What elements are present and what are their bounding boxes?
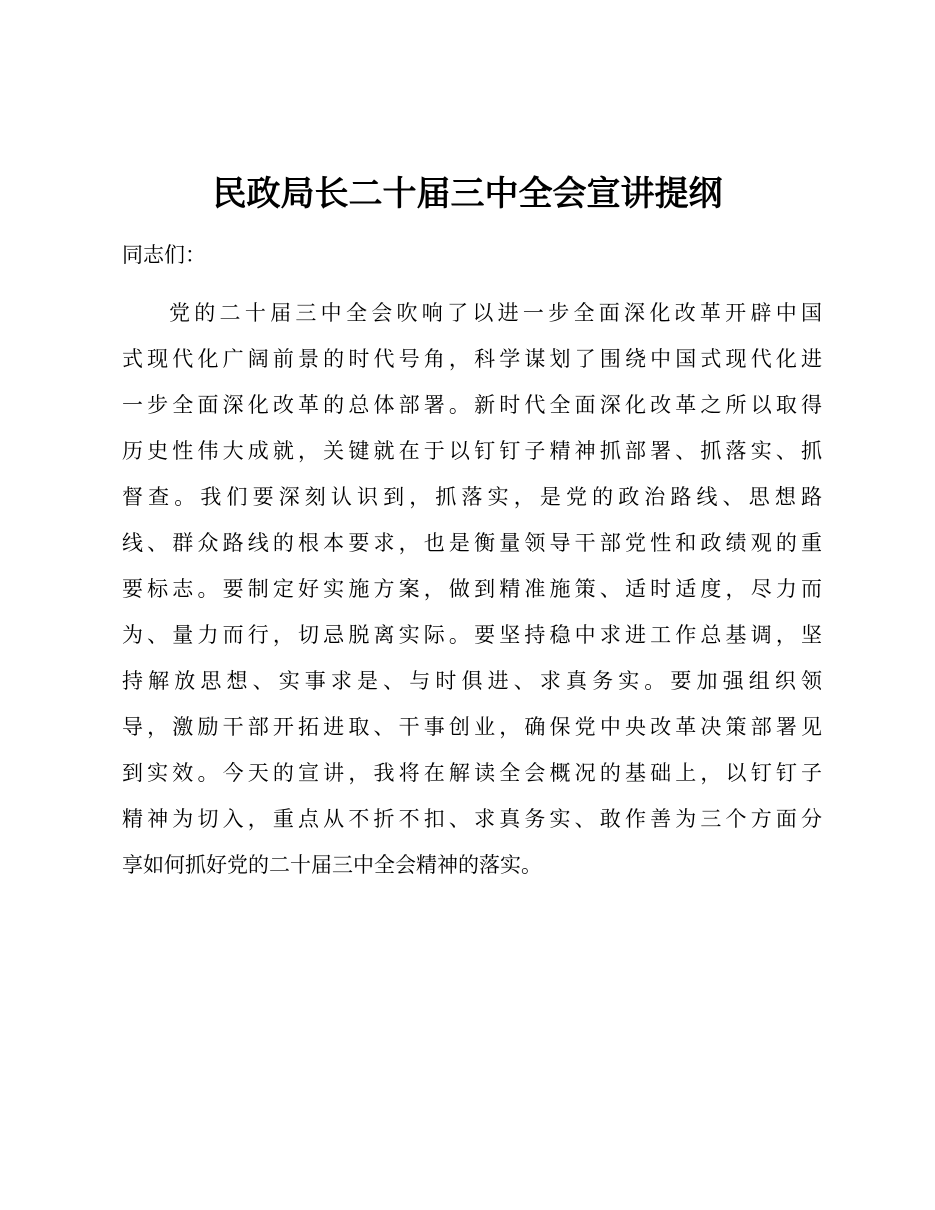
paragraph-line: 享如何抓好党的二十届三中全会精神的落实。 [122, 853, 542, 877]
paragraph-line: 要标志。要制定好实施方案，做到精准施策、适时适度，尽力而 [122, 577, 822, 601]
salutation: 同志们： [122, 243, 206, 267]
paragraph-line: 精神为切入，重点从不折不扣、求真务实、敢作善为三个方面分 [122, 807, 822, 831]
body-paragraph [122, 290, 822, 888]
paragraph-line: 督查。我们要深刻认识到，抓落实，是党的政治路线、思想路 [122, 485, 822, 509]
document-title: 民政局长二十届三中全会宣讲提纲 [212, 174, 723, 214]
paragraph-line: 式现代化广阔前景的时代号角，科学谋划了围绕中国式现代化进 [122, 347, 822, 371]
paragraph-line: 历史性伟大成就，关键就在于以钉钉子精神抓部署、抓落实、抓 [122, 439, 822, 463]
paragraph-line: 一步全面深化改革的总体部署。新时代全面深化改革之所以取得 [122, 393, 822, 417]
paragraph-line: 党的二十届三中全会吹响了以进一步全面深化改革开辟中国 [169, 301, 822, 325]
paragraph-line: 到实效。今天的宣讲，我将在解读全会概况的基础上，以钉钉子 [122, 761, 822, 785]
paragraph-line: 导，激励干部开拓进取、干事创业，确保党中央改革决策部署见 [122, 715, 822, 739]
paragraph-line: 为、量力而行，切忌脱离实际。要坚持稳中求进工作总基调，坚 [122, 623, 822, 647]
paragraph-line: 线、群众路线的根本要求，也是衡量领导干部党性和政绩观的重 [122, 531, 822, 555]
paragraph-line: 持解放思想、实事求是、与时俱进、求真务实。要加强组织领 [122, 669, 822, 693]
